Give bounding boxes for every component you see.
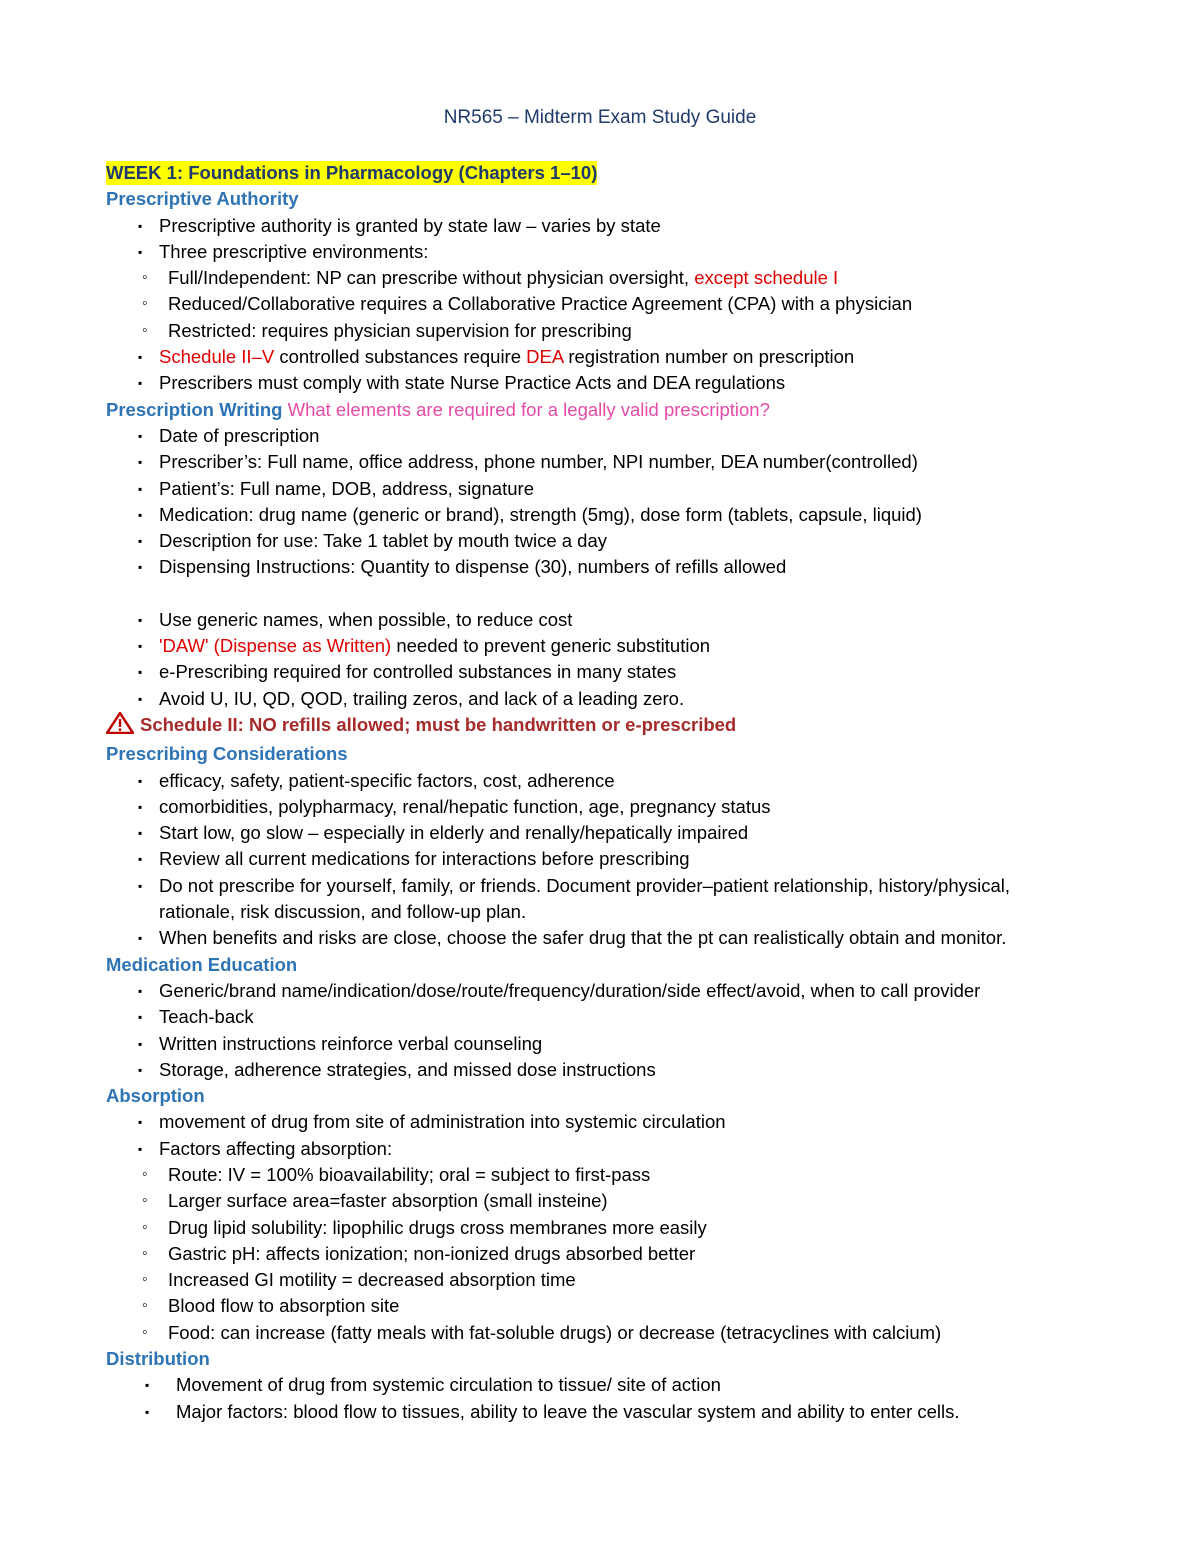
sub-list-item: ◦ Restricted: requires physician supervision for prescribing — [106, 318, 1106, 344]
section-heading-distribution: Distribution — [106, 1348, 210, 1370]
sub-list-item: ◦ Gastric pH: affects ionization; non-ionized drugs absorbed better — [106, 1241, 1106, 1267]
section-heading-prescription-writing: Prescription Writing What elements are required for a legally valid prescription? — [106, 398, 770, 420]
sub-list-item: ◦ Reduced/Collaborative requires a Collaborative Practice Agreement (CPA) with a physician — [106, 291, 1106, 317]
list-item: ▪ Major factors: blood flow to tissues, ability to leave the vascular system and ability to enter cells. — [106, 1399, 1106, 1425]
highlight-text: 'DAW' (Dispense as Written) — [159, 635, 392, 657]
list-item: ▪ Use generic names, when possible, to reduce cost — [106, 607, 1106, 633]
list-item: ▪ efficacy, safety, patient-specific factors, cost, adherence — [106, 768, 1106, 794]
highlight-text: DEA — [526, 346, 564, 368]
section-heading-prescribing-considerations: Prescribing Considerations — [106, 743, 348, 765]
list-item: ▪ Patient’s: Full name, DOB, address, signature — [106, 476, 1106, 502]
list-item: ▪ Review all current medications for interactions before prescribing — [106, 846, 1106, 872]
warning-line: Schedule II: NO refills allowed; must be handwritten or e-prescribed — [106, 712, 1106, 741]
sub-list-item: ◦ Route: IV = 100% bioavailability; oral = subject to first-pass — [106, 1162, 1106, 1188]
sub-list-item: ◦ Food: can increase (fatty meals with fat-soluble drugs) or decrease (tetracyclines with calcium) — [106, 1320, 1106, 1346]
sub-list-item: ◦ Full/Independent: NP can prescribe without physician oversight, except schedule I — [106, 265, 1106, 291]
sub-list-item: ◦ Blood flow to absorption site — [106, 1293, 1106, 1319]
spacer — [106, 581, 1106, 607]
list-item: ▪ e-Prescribing required for controlled substances in many states — [106, 659, 1106, 685]
list-item: ▪ Generic/brand name/indication/dose/route/frequency/duration/side effect/avoid, when to call provider — [106, 978, 1106, 1004]
list-item: ▪ Start low, go slow – especially in elderly and renally/hepatically impaired — [106, 820, 1106, 846]
list-item: ▪ Dispensing Instructions: Quantity to dispense (30), numbers of refills allowed — [106, 554, 1106, 580]
section-heading-prescriptive-authority: Prescriptive Authority — [106, 188, 299, 210]
list-item: ▪ comorbidities, polypharmacy, renal/hepatic function, age, pregnancy status — [106, 794, 1106, 820]
list-item: ▪ Description for use: Take 1 tablet by mouth twice a day — [106, 528, 1106, 554]
highlight-text: Schedule II–V — [159, 346, 275, 368]
list-item: ▪ Movement of drug from systemic circulation to tissue/ site of action — [106, 1372, 1106, 1398]
page-title: NR565 – Midterm Exam Study Guide — [443, 107, 757, 128]
section-heading-absorption: Absorption — [106, 1085, 205, 1107]
warning-icon — [106, 712, 134, 741]
highlight-text: except schedule I — [694, 267, 839, 289]
list-item: ▪ Teach-back — [106, 1004, 1106, 1030]
list-item: ▪ Written instructions reinforce verbal counseling — [106, 1031, 1106, 1057]
sub-list-item: ◦ Drug lipid solubility: lipophilic drugs cross membranes more easily — [106, 1215, 1106, 1241]
list-item: ▪ movement of drug from site of administration into systemic circulation — [106, 1109, 1106, 1135]
list-item: ▪ Avoid U, IU, QD, QOD, trailing zeros, and lack of a leading zero. — [106, 686, 1106, 712]
list-item: ▪ Prescribers must comply with state Nurse Practice Acts and DEA regulations — [106, 370, 1106, 396]
sub-list-item: ◦ Larger surface area=faster absorption (small insteine) — [106, 1188, 1106, 1214]
list-item: ▪ Medication: drug name (generic or brand), strength (5mg), dose form (tablets, capsule, liquid) — [106, 502, 1106, 528]
list-item-continuation: rationale, risk discussion, and follow-up plan. — [159, 901, 527, 923]
list-item: ▪ When benefits and risks are close, choose the safer drug that the pt can realistically obtain and monitor. — [106, 925, 1106, 951]
week-heading: WEEK 1: Foundations in Pharmacology (Chapters 1–10) — [106, 162, 598, 183]
list-item: ▪ Three prescriptive environments: — [106, 239, 1106, 265]
list-item: ▪ Schedule II–V controlled substances require DEA registration number on prescription — [106, 344, 1106, 370]
list-item: ▪ Factors affecting absorption: — [106, 1136, 1106, 1162]
section-question: What elements are required for a legally valid prescription? — [282, 398, 770, 420]
sub-list-item: ◦ Increased GI motility = decreased absorption time — [106, 1267, 1106, 1293]
list-item: ▪ Do not prescribe for yourself, family, or friends. Document provider–patient relationship, history/physical, — [106, 873, 1106, 899]
list-item: ▪ Date of prescription — [106, 423, 1106, 449]
list-item: ▪ Prescriber’s: Full name, office address, phone number, NPI number, DEA number(controlled) — [106, 449, 1106, 475]
list-item: ▪ 'DAW' (Dispense as Written) needed to prevent generic substitution — [106, 633, 1106, 659]
document-body — [106, 160, 1106, 1425]
section-heading-medication-education: Medication Education — [106, 953, 298, 975]
list-item: ▪ Storage, adherence strategies, and missed dose instructions — [106, 1057, 1106, 1083]
list-item: ▪ Prescriptive authority is granted by state law – varies by state — [106, 213, 1106, 239]
